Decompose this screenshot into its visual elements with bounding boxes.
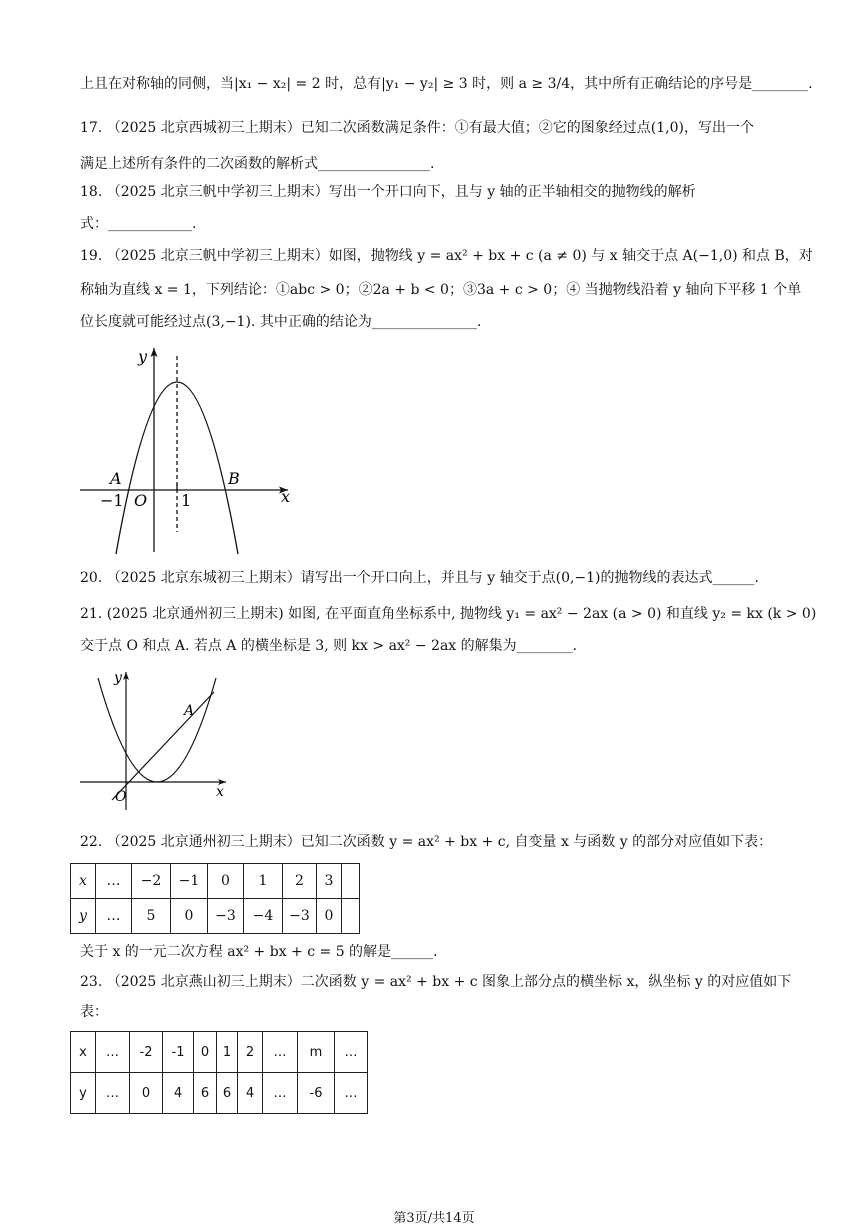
- q23-row-x: [71, 1032, 368, 1073]
- q23-value-table: [70, 1031, 368, 1114]
- q19-label-neg1: −1: [100, 491, 124, 510]
- q19-label-one: 1: [181, 491, 192, 510]
- table-cell: -1: [163, 1032, 194, 1073]
- table-cell: −3: [208, 899, 244, 934]
- table-cell: -2: [130, 1032, 163, 1073]
- table-cell: 0: [194, 1032, 217, 1073]
- table-cell: 3: [317, 864, 342, 899]
- q22-row-x: [71, 864, 360, 899]
- table-cell: 2: [238, 1032, 263, 1073]
- table-cell: [342, 899, 360, 934]
- table-cell: x: [71, 1032, 96, 1073]
- table-cell: 0: [208, 864, 244, 899]
- q17-line-2: 满足上述所有条件的二次函数的解析式________________.: [80, 156, 435, 172]
- q19-parabola-figure: [76, 344, 296, 556]
- table-cell: …: [263, 1032, 298, 1073]
- table-cell: 6: [194, 1073, 217, 1114]
- table-cell: …: [335, 1073, 368, 1114]
- table-cell: y: [71, 1073, 96, 1114]
- table-cell: …: [335, 1032, 368, 1073]
- q23-line-1: 23. （2025 北京燕山初三上期末）二次函数 y = ax² + bx + c 图象上部分点的横坐标 x，纵坐标 y 的对应值如下: [80, 974, 792, 990]
- table-cell: …: [96, 864, 132, 899]
- table-cell: …: [96, 1032, 130, 1073]
- q19-label-a: A: [110, 469, 122, 488]
- q21-label-x: x: [216, 784, 224, 800]
- q19-line-3: 位长度就可能经过点(3,−1). 其中正确的结论为_______________.: [80, 314, 482, 330]
- q19-label-origin: O: [134, 491, 148, 510]
- q19-line-2: 称轴为直线 x = 1，下列结论：①abc > 0；②2a + b < 0；③3a + c > 0；④ 当抛物线沿着 y 轴向下平移 1 个单: [80, 282, 802, 298]
- q22-row-y: [71, 899, 360, 934]
- table-cell: -6: [298, 1073, 335, 1114]
- table-cell: 0: [171, 899, 208, 934]
- q19-label-y: y: [138, 347, 148, 366]
- q21-label-a: A: [184, 703, 195, 719]
- table-cell: m: [298, 1032, 335, 1073]
- table-cell: 1: [244, 864, 283, 899]
- table-cell: −1: [171, 864, 208, 899]
- q18-line-1: 18. （2025 北京三帆中学初三上期末）写出一个开口向下，且与 y 轴的正半轴相交的抛物线的解析: [80, 184, 696, 200]
- table-cell: 4: [238, 1073, 263, 1114]
- table-cell: 5: [132, 899, 171, 934]
- table-cell: 6: [217, 1073, 238, 1114]
- q17-line-1: 17. （2025 北京西城初三上期末）已知二次函数满足条件：①有最大值；②它的图象经过点(1,0)，写出一个: [80, 120, 754, 136]
- q21-line-2: 交于点 O 和点 A. 若点 A 的横坐标是 3, 则 kx > ax² − 2ax 的解集为________.: [80, 638, 578, 654]
- q16-line-2: 上且在对称轴的同侧，当|x₁ − x₂| = 2 时，总有|y₁ − y₂| ≥ 3 时，则 a ≥ 3/4，其中所有正确结论的序号是________.: [80, 76, 813, 92]
- table-cell: −3: [283, 899, 317, 934]
- q21-line-1: 21. (2025 北京通州初三上期末) 如图, 在平面直角坐标系中, 抛物线 y₁ = ax² − 2ax (a > 0) 和直线 y₂ = kx (k > 0): [80, 606, 817, 622]
- q20-line-1: 20. （2025 北京东城初三上期末）请写出一个开口向上，并且与 y 轴交于点(0,−1)的抛物线的表达式______.: [80, 570, 759, 586]
- table-cell: 1: [217, 1032, 238, 1073]
- q22-after-table: 关于 x 的一元二次方程 ax² + bx + c = 5 的解是______.: [80, 944, 438, 960]
- table-cell: 2: [283, 864, 317, 899]
- q22-line-1: 22. （2025 北京通州初三上期末）已知二次函数 y = ax² + bx + c, 自变量 x 与函数 y 的部分对应值如下表：: [80, 834, 773, 850]
- table-cell: −2: [132, 864, 171, 899]
- page-number-footer: 第3页/共14页: [393, 1211, 475, 1226]
- q18-line-2: 式：____________.: [80, 216, 197, 232]
- q23-line-2: 表：: [80, 1004, 108, 1020]
- q21-line-y2: [112, 692, 214, 800]
- table-cell: …: [96, 899, 132, 934]
- q23-row-y: [71, 1073, 368, 1114]
- table-cell: 0: [317, 899, 342, 934]
- table-cell: …: [263, 1073, 298, 1114]
- table-cell: −4: [244, 899, 283, 934]
- q22-value-table: [70, 863, 360, 934]
- table-cell: x: [71, 864, 96, 899]
- q21-parabola-line-figure: [76, 664, 236, 814]
- q21-label-y: y: [114, 670, 122, 686]
- table-cell: …: [96, 1073, 130, 1114]
- table-cell: 0: [130, 1073, 163, 1114]
- table-cell: y: [71, 899, 96, 934]
- q21-label-origin: O: [115, 789, 127, 805]
- q19-label-b: B: [228, 469, 240, 488]
- q19-label-x: x: [281, 487, 291, 506]
- table-cell: 4: [163, 1073, 194, 1114]
- q19-line-1: 19. （2025 北京三帆中学初三上期末）如图，抛物线 y = ax² + bx + c (a ≠ 0) 与 x 轴交于点 A(−1,0) 和点 B，对: [80, 248, 813, 264]
- q21-parabola-curve: [98, 678, 216, 782]
- table-cell: [342, 864, 360, 899]
